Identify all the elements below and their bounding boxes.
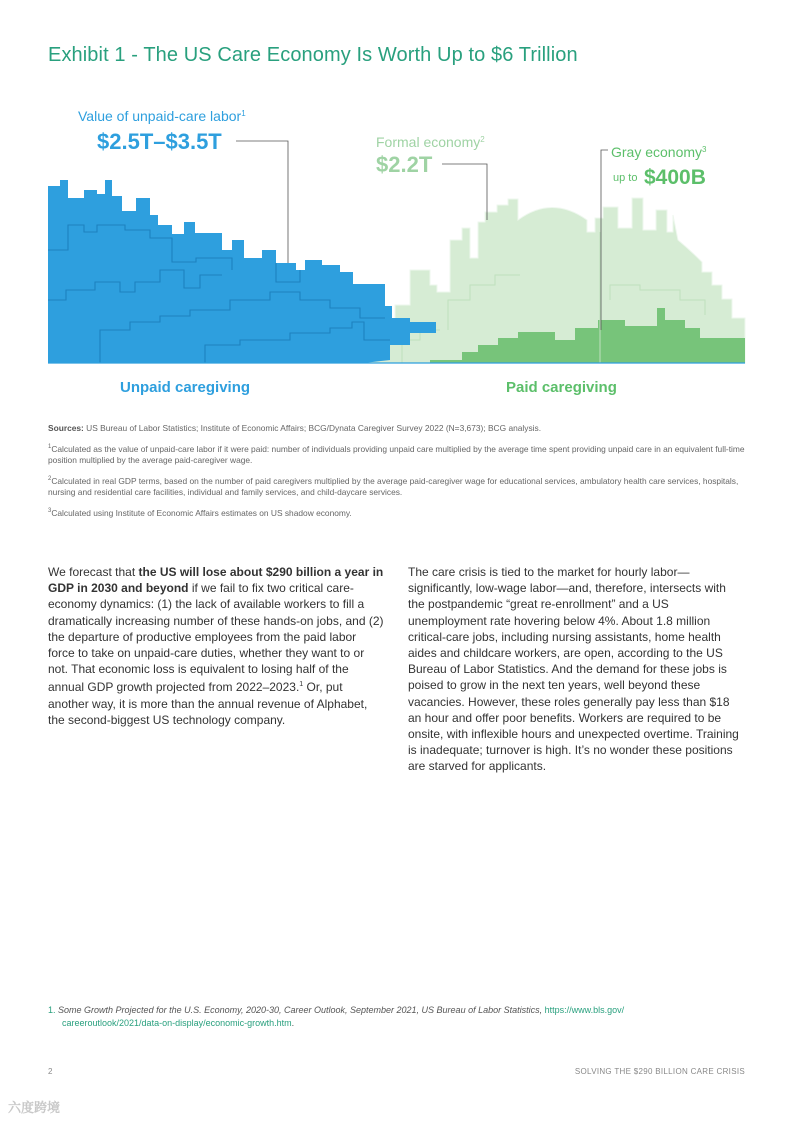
gray-prefix: up to bbox=[613, 172, 638, 184]
body-left-middle: if we fail to fix two critical care-economy dynamics: (1) the lack of available workers to fill a dramatically increasing number of these hands-on jobs, and (2) the departure of productive employees from the paid labor force to take on unpaid-care duties, whether they want to or not. That economic loss is equivalent to losing half of the annual GDP growth projected from 2022–2023. bbox=[48, 581, 384, 695]
note-3-num: 3 bbox=[48, 507, 52, 514]
care-economy-illustration bbox=[0, 95, 793, 375]
gray-value: $400B bbox=[644, 166, 706, 189]
running-head: SOLVING THE $290 BILLION CARE CRISIS bbox=[574, 1067, 745, 1076]
caption-unpaid-caregiving: Unpaid caregiving bbox=[120, 379, 251, 396]
sources-line bbox=[48, 423, 745, 434]
exhibit-title: Exhibit 1 - The US Care Economy Is Worth Up to $6 Trillion bbox=[48, 44, 578, 66]
body-left-intro: We forecast that bbox=[48, 565, 139, 579]
watermark-logo: 六度跨境 bbox=[8, 1100, 61, 1115]
body-left-end: Or, put another way, it is more than the annual revenue of Alphabet, the second-biggest US technology company. bbox=[48, 680, 368, 727]
body-right-paragraph: The care crisis is tied to the market for hourly labor—significantly, low-wage labor—and, therefore, intersects with the postpandemic “great re-enrollment” and a US unemployment rate hovering below 4%. About 1.8 million critical-care jobs, including nursing assistants, home health aides and childcare workers, are open, according to the US Bureau of Labor Statistics. And the demand for these jobs is poised to grow in the next ten years, well beyond these vacancies. However, these roles generally pay less than $18 an hour and offer poor benefits. Workers are required to be onsite, with inflexible hours and unexpected overtime. Training is inadequate; turnover is high. It’s no wonder these positions are starved for applicants. bbox=[408, 565, 739, 774]
body-left-paragraph bbox=[48, 564, 385, 728]
body-left-bold: the US will lose about $290 billion a year in GDP in 2030 and beyond bbox=[48, 565, 384, 596]
note-2 bbox=[48, 474, 745, 498]
footnote-reference: Some Growth Projected for the U.S. Economy, 2020-30, Career Outlook, September 2021, US Bureau of Labor Statistics, bbox=[58, 1005, 543, 1015]
note-2-text: Calculated in real GDP terms, based on the number of paid caregivers multiplied by the average paid-caregiver wage for educational services, ambulatory health care services, hospitals, nursing and residential care facilities, individual and family services, and child-daycare services. bbox=[48, 475, 739, 497]
page-footnote bbox=[48, 1004, 745, 1030]
footnote-end: . bbox=[291, 1018, 295, 1028]
page-number: 2 bbox=[48, 1067, 53, 1076]
body-column-right bbox=[408, 564, 745, 775]
footnote-link-part1[interactable]: https://www.bls.gov/ bbox=[544, 1005, 625, 1015]
caption-paid-caregiving: Paid caregiving bbox=[506, 379, 617, 396]
note-3 bbox=[48, 506, 745, 519]
note-1-text: Calculated as the value of unpaid-care labor if it were paid: number of individuals providing unpaid care multiplied by the average time spent providing unpaid care in an equivalent full-time position multiplied by the average paid-caregiver wage. bbox=[48, 443, 745, 465]
footnote-ref-1[interactable]: 1 bbox=[299, 681, 304, 689]
note-2-num: 2 bbox=[48, 475, 52, 482]
sources-block bbox=[48, 423, 745, 526]
footnote-link-part2[interactable]: careeroutlook/2021/data-on-display/economic-growth.htm bbox=[62, 1018, 292, 1028]
unpaid-value: $2.5T–$3.5T bbox=[97, 129, 222, 154]
sources-text: US Bureau of Labor Statistics; Institute of Economic Affairs; BCG/Dynata Caregiver Survey 2022 (N=3,673); BCG analysis. bbox=[86, 423, 542, 433]
note-1 bbox=[48, 442, 745, 466]
unpaid-label: Value of unpaid-care labor$^1$ bbox=[78, 108, 246, 124]
note-3-text: Calculated using Institute of Economic Affairs estimates on US shadow economy. bbox=[51, 507, 352, 518]
unpaid-caregiving-skyline bbox=[48, 180, 436, 363]
sources-label: Sources: bbox=[48, 423, 84, 433]
footnote-number: 1. bbox=[48, 1005, 56, 1015]
gray-label: Gray economy$^3$ bbox=[611, 144, 707, 160]
note-1-num: 1 bbox=[48, 444, 52, 450]
formal-value: $2.2T bbox=[376, 152, 433, 177]
formal-label: Formal economy$^2$ bbox=[376, 134, 485, 150]
body-column-left bbox=[48, 564, 385, 728]
